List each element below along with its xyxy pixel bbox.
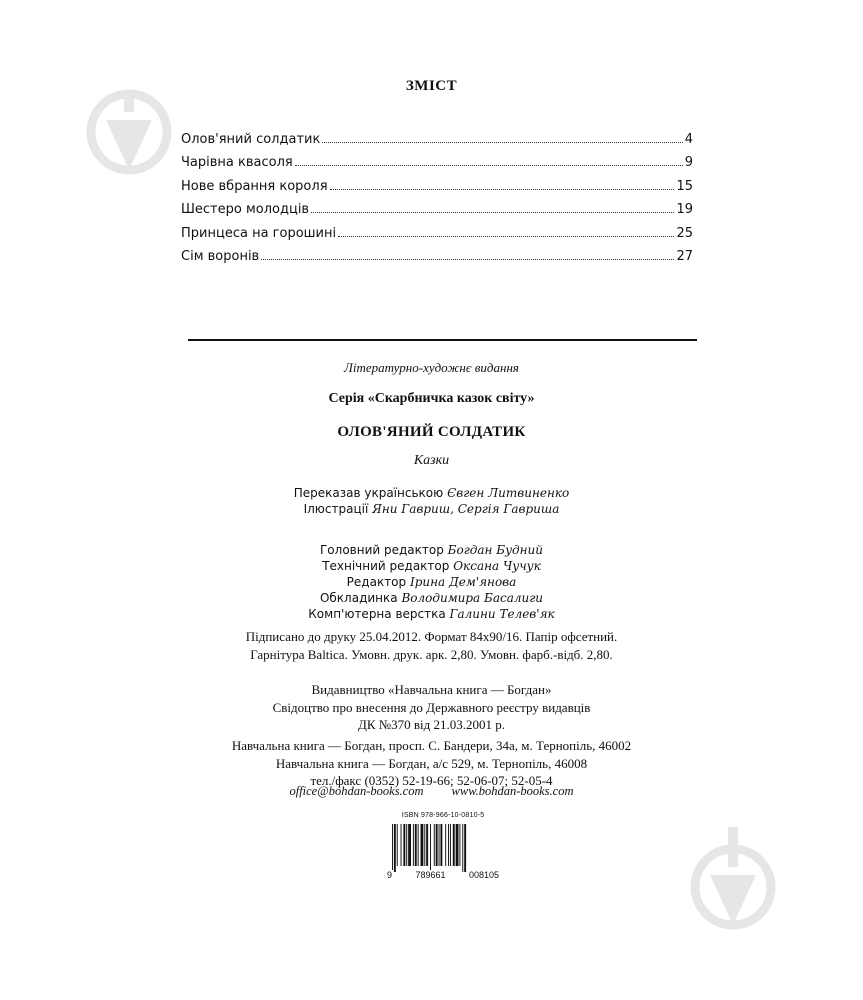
contacts-line xyxy=(0,784,863,799)
address-line: тел./факс (0352) 52-19-66; 52-06-07; 52-05-4 xyxy=(310,773,553,788)
toc-item-page: 9 xyxy=(684,155,693,171)
credit-role: Ілюстрації xyxy=(303,502,369,516)
address-line: Навчальна книга — Богдан, просп. С. Бандери, 34а, м. Тернопіль, 46002 xyxy=(231,738,632,753)
barcode-digits xyxy=(386,870,500,880)
barcode-digit-group: 9 xyxy=(387,870,393,880)
barcode-bar xyxy=(413,824,414,866)
barcode-bar xyxy=(418,824,419,866)
barcode-bar xyxy=(459,824,460,866)
credits-translation-block xyxy=(0,485,863,517)
credit-name: Богдан Будний xyxy=(447,543,544,557)
toc-item-title: Нове вбрання короля xyxy=(181,178,328,194)
publisher-line: Видавництво «Навчальна книга — Богдан» xyxy=(311,682,552,697)
barcode-bar xyxy=(453,824,455,866)
credit-line xyxy=(0,485,863,501)
credit-role: Комп'ютерна верстка xyxy=(308,607,446,621)
barcode-bar xyxy=(401,824,402,866)
barcode-bar xyxy=(397,824,398,866)
barcode-bar xyxy=(403,824,405,866)
address-line: Навчальна книга — Богдан, а/с 529, м. Тернопіль, 46008 xyxy=(275,755,588,771)
isbn-label: ISBN 978-966-10-0810-5 xyxy=(401,812,485,819)
barcode-bar xyxy=(445,824,446,866)
credit-name: Євген Литвиненко xyxy=(447,486,570,500)
barcode-bar xyxy=(421,824,424,866)
barcode-bar xyxy=(415,824,417,866)
barcode-bar xyxy=(436,824,438,866)
credit-name: Ірина Дем'янова xyxy=(409,575,517,589)
series-title: Серія «Скарбничка казок світу» xyxy=(328,391,535,406)
credit-name: Володимира Басалиги xyxy=(401,591,544,605)
barcode-bar xyxy=(434,824,435,866)
barcode-bar xyxy=(408,824,411,866)
barcode-bar xyxy=(430,824,431,872)
credit-name: Оксана Чучук xyxy=(453,559,541,573)
credit-role: Обкладинка xyxy=(319,591,398,605)
credit-line xyxy=(0,574,863,590)
barcode-bar xyxy=(424,824,425,866)
credit-name: Галини Телев'як xyxy=(449,607,555,621)
toc-item-title: Олов'яний солдатик xyxy=(181,132,321,147)
toc-item-page: 25 xyxy=(676,225,693,241)
toc-item[interactable] xyxy=(181,155,693,178)
watermark-pin-icon xyxy=(690,827,776,937)
barcode-bar xyxy=(439,824,440,866)
leader-dots xyxy=(330,189,675,190)
toc-item[interactable] xyxy=(181,179,693,202)
toc-item[interactable] xyxy=(181,226,693,249)
barcode-bar xyxy=(448,824,449,866)
book-subtitle: Казки xyxy=(413,453,450,468)
barcode-bar xyxy=(394,824,396,872)
toc-item-title: Шестеро молодців xyxy=(181,202,310,218)
toc-item-page: 19 xyxy=(676,202,693,218)
leader-dots xyxy=(311,212,674,213)
email-link[interactable]: office@bohdan-books.com xyxy=(289,784,424,798)
publisher-line: ДК №370 від 21.03.2001 р. xyxy=(357,717,506,732)
watermark-pin-icon xyxy=(86,86,172,196)
leader-dots xyxy=(261,259,674,260)
toc-item[interactable] xyxy=(181,132,693,155)
barcode-bar xyxy=(426,824,428,866)
leader-dots xyxy=(322,142,682,143)
toc-item-title: Сім воронів xyxy=(181,248,260,264)
credits-editorial-block xyxy=(0,542,863,622)
barcode-bar xyxy=(440,824,442,866)
leader-dots xyxy=(295,165,683,166)
barcode-bar xyxy=(406,824,407,866)
publisher-line: Свідоцтво про внесення до Державного реєстру видавців xyxy=(272,699,591,715)
print-line: Підписано до друку 25.04.2012. Формат 84х90/16. Папір офсетний. xyxy=(245,629,618,644)
credit-line xyxy=(0,590,863,606)
print-specs xyxy=(0,628,863,663)
credit-role: Редактор xyxy=(346,575,407,589)
credit-role: Технічний редактор xyxy=(322,559,450,573)
toc-item-title: Принцеса на горошині xyxy=(181,225,337,241)
toc-item-page: 4 xyxy=(684,132,693,147)
barcode-digit-group: 008105 xyxy=(468,870,499,880)
credit-line xyxy=(0,558,863,574)
leader-dots xyxy=(338,236,674,237)
website-link[interactable]: www.bohdan-books.com xyxy=(451,784,574,798)
barcode-bar xyxy=(450,824,451,866)
isbn-barcode xyxy=(386,812,500,882)
toc-item[interactable] xyxy=(181,249,693,272)
credit-line xyxy=(0,501,863,517)
credit-name: Яни Гавриш, Сергія Гавриша xyxy=(372,502,560,516)
toc-item-page: 15 xyxy=(676,178,693,194)
barcode-bar xyxy=(392,824,393,872)
barcode-bar xyxy=(462,824,463,872)
table-of-contents xyxy=(181,132,693,272)
barcode-digit-group: 789661 xyxy=(415,870,446,880)
toc-item-page: 27 xyxy=(676,248,693,264)
book-title: ОЛОВ'ЯНИЙ СОЛДАТИК xyxy=(337,424,526,440)
print-line: Гарнітура Baltica. Умовн. друк. арк. 2,80. Умовн. фарб.-відб. 2,80. xyxy=(250,646,613,662)
credit-line xyxy=(0,542,863,558)
toc-title: ЗМІСТ xyxy=(405,78,458,94)
toc-item[interactable] xyxy=(181,202,693,225)
credit-line xyxy=(0,606,863,622)
barcode-bar xyxy=(456,824,459,866)
barcode-bars xyxy=(390,824,498,872)
publisher-info xyxy=(0,681,863,734)
credit-role: Головний редактор xyxy=(319,543,444,557)
toc-item-title: Чарівна квасоля xyxy=(181,155,293,171)
address-block xyxy=(0,737,863,790)
credit-role: Переказав українською xyxy=(293,486,444,500)
divider-rule xyxy=(188,339,697,341)
barcode-bar xyxy=(464,824,466,872)
genre-label: Літературно-художнє видання xyxy=(344,360,519,375)
